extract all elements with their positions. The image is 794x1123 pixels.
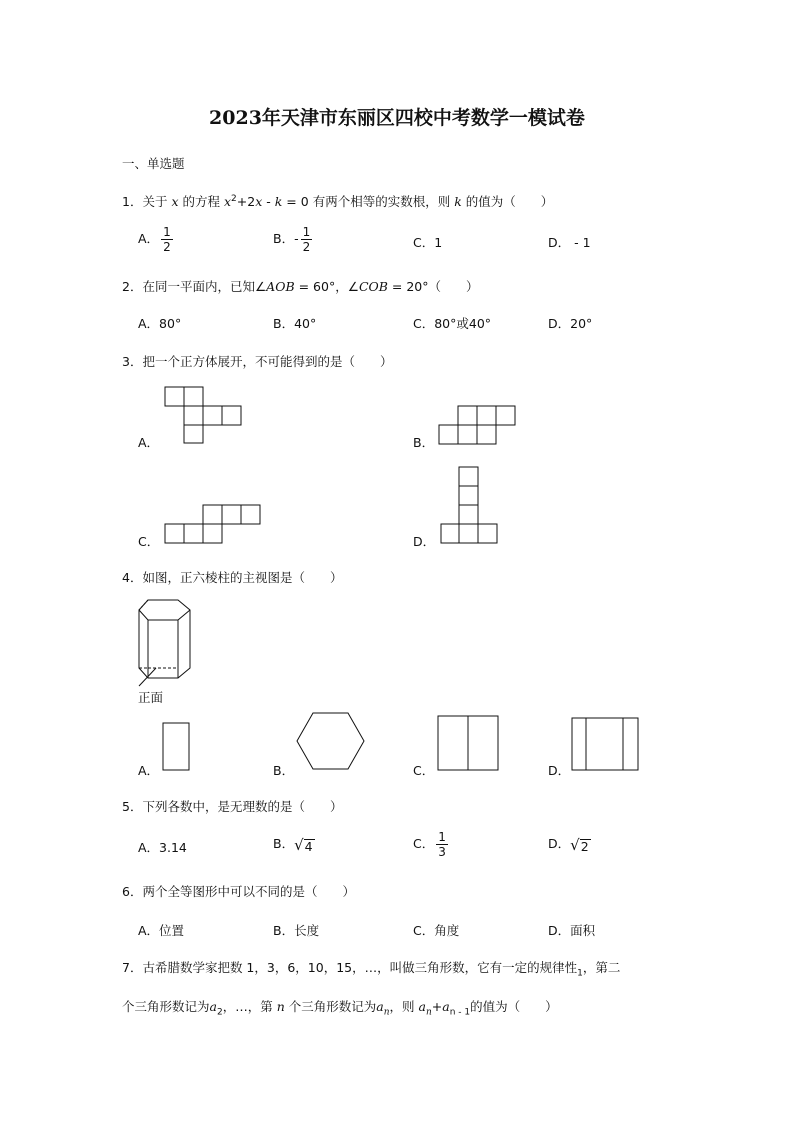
page-title: 2023年天津市东丽区四校中考数学一模试卷 bbox=[209, 107, 585, 129]
question-1-stem: 1．关于 x 的方程 $x^2+2x - k = 0$ 有两个相等的实数根，则 k 的值为（ ） bbox=[122, 193, 554, 209]
q2-option-a: A．80° bbox=[138, 316, 182, 331]
q1-option-d: D． - 1 bbox=[548, 235, 591, 250]
q6-option-d: D．面积 bbox=[548, 923, 596, 938]
q6-option-b: B．长度 bbox=[273, 923, 320, 938]
q3-net-a-figure bbox=[163, 386, 243, 444]
q4-view-c-figure bbox=[437, 715, 499, 771]
q4-view-b-figure bbox=[296, 712, 366, 772]
front-view-label: 正面 bbox=[138, 690, 164, 705]
q6-option-c: C．角度 bbox=[413, 923, 460, 938]
q1-option-a: A． $\frac{1}{2}$ bbox=[138, 225, 171, 254]
section-heading: 一、单选题 bbox=[122, 156, 185, 171]
question-7-stem-line-2: 个三角形数记为$a_2$，…，第 n 个三角形数记为$a_n$，则 $a_n+a_{n - 1}$的值为（ ） bbox=[122, 999, 558, 1018]
q3-option-c: C． bbox=[138, 534, 160, 549]
q5-option-b: B． √ 4 bbox=[273, 835, 313, 854]
q3-option-d: D． bbox=[413, 534, 436, 549]
q4-option-a: A． bbox=[138, 763, 160, 778]
q4-view-a-figure bbox=[162, 722, 190, 771]
q6-option-a: A．位置 bbox=[138, 923, 185, 938]
q5-option-a: A．3.14 bbox=[138, 840, 187, 855]
q3-net-c-figure bbox=[164, 504, 264, 544]
q5-option-d: D． √ 2 bbox=[548, 835, 589, 854]
q3-net-b-figure bbox=[438, 405, 518, 445]
q4-option-b: B． bbox=[273, 763, 295, 778]
q2-option-c: C．80°或40° bbox=[413, 316, 492, 331]
question-4-stem: 4．如图，正六棱柱的主视图是（ ） bbox=[122, 570, 343, 585]
q2-option-d: D．20° bbox=[548, 316, 593, 331]
hexagonal-prism-figure bbox=[136, 598, 196, 690]
q4-option-d: D． bbox=[548, 763, 571, 778]
q5-option-c: C． $\frac{1}{3}$ bbox=[413, 830, 446, 859]
q4-option-c: C． bbox=[413, 763, 435, 778]
q1-option-c: C．1 bbox=[413, 235, 443, 250]
q3-option-b: B． bbox=[413, 435, 435, 450]
question-6-stem: 6．两个全等图形中可以不同的是（ ） bbox=[122, 884, 355, 899]
question-7-stem-line-1: 7．古希腊数学家把数 1，3，6，10，15，…，叫做三角形数，它有一定的规律性$_1$，第二 bbox=[122, 960, 621, 979]
q3-net-d-figure bbox=[440, 466, 502, 544]
q4-view-d-figure bbox=[571, 717, 639, 771]
question-2-stem: 2．在同一平面内，已知∠AOB = 60°，∠COB = 20°（ ） bbox=[122, 279, 479, 294]
question-5-stem: 5．下列各数中，是无理数的是（ ） bbox=[122, 799, 343, 814]
question-3-stem: 3．把一个正方体展开，不可能得到的是（ ） bbox=[122, 354, 393, 369]
q3-option-a: A． bbox=[138, 435, 160, 450]
q1-option-b: B．- $\frac{1}{2}$ bbox=[273, 225, 311, 254]
q2-option-b: B．40° bbox=[273, 316, 317, 331]
